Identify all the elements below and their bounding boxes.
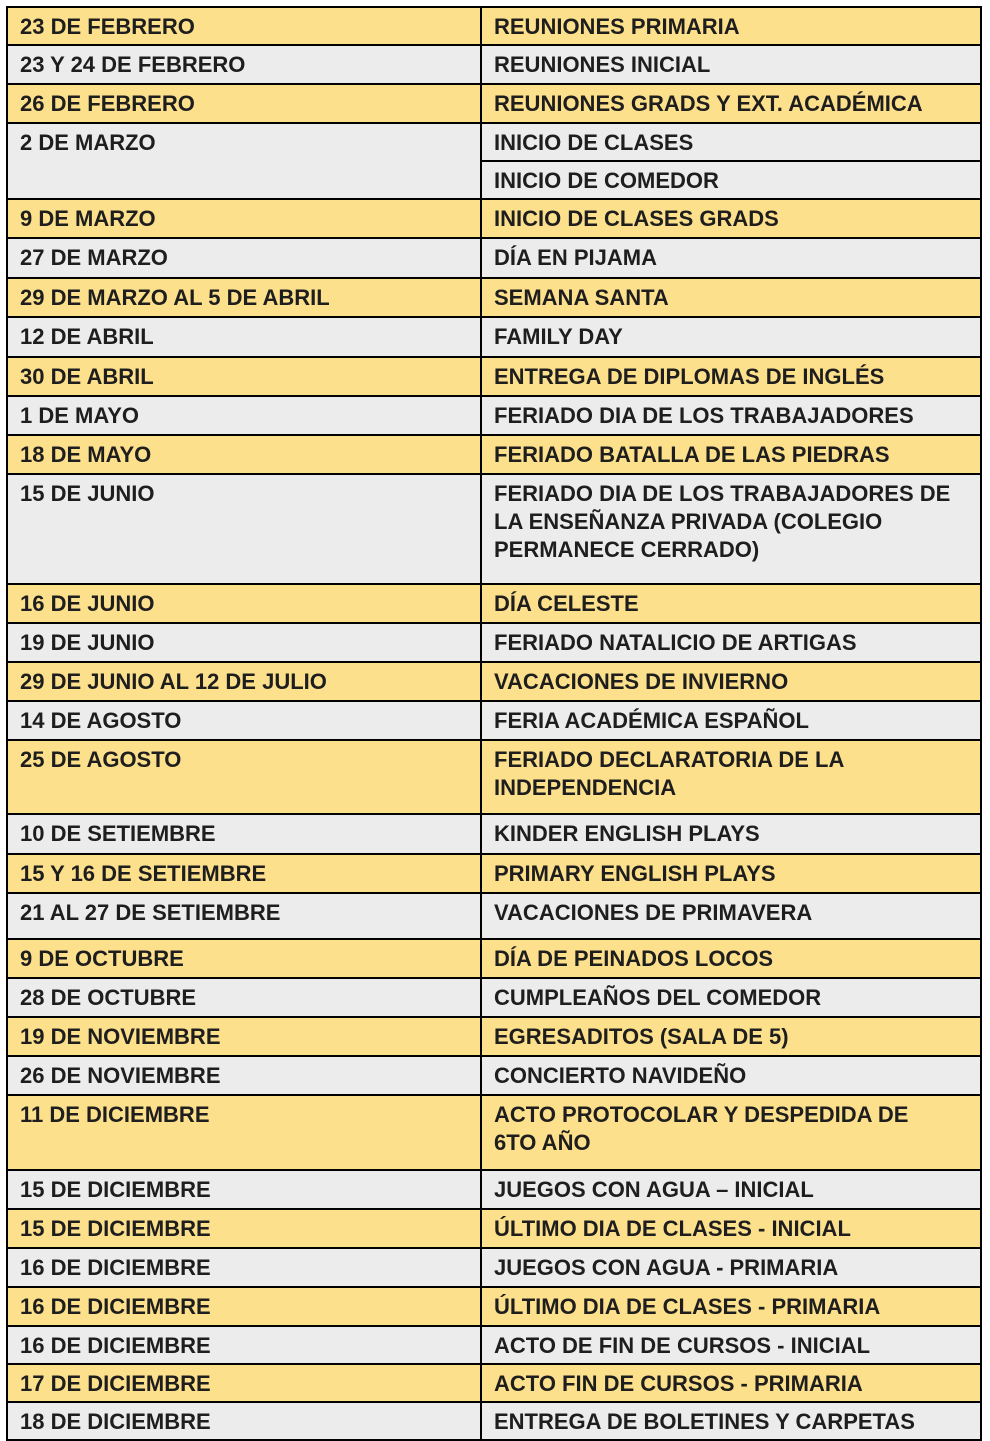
table-row bbox=[6, 239, 982, 279]
event-cell bbox=[482, 397, 980, 434]
table-row bbox=[6, 1057, 982, 1096]
date-cell: 27 DE MARZO bbox=[8, 239, 482, 277]
event-cell bbox=[482, 855, 980, 892]
date-cell: 15 DE DICIEMBRE bbox=[8, 1210, 482, 1247]
event-text: PRIMARY ENGLISH PLAYS bbox=[494, 861, 776, 886]
event-text: ACTO FIN DE CURSOS - PRIMARIA bbox=[494, 1371, 863, 1396]
event-text bbox=[482, 475, 980, 583]
table-row bbox=[6, 1096, 982, 1171]
event-text: ACTO DE FIN DE CURSOS - INICIAL bbox=[494, 1333, 871, 1358]
event-cell bbox=[482, 940, 980, 977]
table-row bbox=[6, 1327, 982, 1365]
event-text: INICIO DE CLASES GRADS bbox=[494, 206, 779, 231]
event-line: ACTO PROTOCOLAR Y DESPEDIDA DE bbox=[494, 1102, 909, 1127]
date-cell: 16 DE JUNIO bbox=[8, 585, 482, 622]
event-cell bbox=[482, 1365, 980, 1401]
date-cell: 30 DE ABRIL bbox=[8, 358, 482, 395]
table-row bbox=[6, 6, 982, 46]
date-cell: 16 DE DICIEMBRE bbox=[8, 1249, 482, 1286]
event-text: VACACIONES DE INVIERNO bbox=[494, 669, 789, 694]
event-cell bbox=[482, 475, 980, 583]
table-row bbox=[6, 279, 982, 318]
event-cell bbox=[482, 318, 980, 356]
table-row bbox=[6, 1018, 982, 1057]
event-text: INICIO DE COMEDOR bbox=[482, 160, 980, 198]
event-text: CUMPLEAÑOS DEL COMEDOR bbox=[494, 985, 822, 1010]
table-row bbox=[6, 741, 982, 815]
table-row bbox=[6, 1210, 982, 1249]
event-cell bbox=[482, 124, 980, 198]
event-cell bbox=[482, 1403, 980, 1439]
event-cell bbox=[482, 200, 980, 237]
event-text: FERIA ACADÉMICA ESPAÑOL bbox=[494, 708, 809, 733]
table-row bbox=[6, 894, 982, 940]
date-cell: 26 DE FEBRERO bbox=[8, 85, 482, 122]
date-cell: 17 DE DICIEMBRE bbox=[8, 1365, 482, 1401]
event-text: FAMILY DAY bbox=[494, 324, 623, 349]
event-text bbox=[482, 741, 980, 813]
event-cell bbox=[482, 358, 980, 395]
table-row bbox=[6, 124, 982, 200]
date-cell: 14 DE AGOSTO bbox=[8, 702, 482, 739]
date-cell: 18 DE MAYO bbox=[8, 436, 482, 473]
event-cell bbox=[482, 1018, 980, 1055]
date-cell: 21 AL 27 DE SETIEMBRE bbox=[8, 894, 482, 938]
event-line: 6TO AÑO bbox=[494, 1130, 591, 1155]
date-cell: 2 DE MARZO bbox=[8, 124, 482, 198]
event-text: REUNIONES INICIAL bbox=[494, 52, 711, 77]
date-cell: 25 DE AGOSTO bbox=[8, 741, 482, 813]
event-cell bbox=[482, 585, 980, 622]
event-text: ENTREGA DE DIPLOMAS DE INGLÉS bbox=[494, 364, 885, 389]
event-text: INICIO DE CLASES bbox=[494, 130, 694, 155]
table-row bbox=[6, 624, 982, 663]
table-row bbox=[6, 1171, 982, 1210]
event-text: REUNIONES GRADS Y EXT. ACADÉMICA bbox=[494, 91, 923, 116]
event-text: ÚLTIMO DIA DE CLASES - PRIMARIA bbox=[494, 1294, 881, 1319]
event-cell bbox=[482, 279, 980, 316]
event-cell bbox=[482, 1096, 980, 1169]
date-cell: 15 Y 16 DE SETIEMBRE bbox=[8, 855, 482, 892]
event-text: DÍA CELESTE bbox=[494, 591, 639, 616]
event-cell bbox=[482, 1327, 980, 1363]
event-line: INDEPENDENCIA bbox=[494, 775, 677, 800]
event-cell bbox=[482, 239, 980, 277]
date-cell: 19 DE NOVIEMBRE bbox=[8, 1018, 482, 1055]
event-cell bbox=[482, 1249, 980, 1286]
event-text: KINDER ENGLISH PLAYS bbox=[494, 821, 760, 846]
date-cell: 26 DE NOVIEMBRE bbox=[8, 1057, 482, 1094]
date-cell: 12 DE ABRIL bbox=[8, 318, 482, 356]
event-text: VACACIONES DE PRIMAVERA bbox=[494, 900, 813, 925]
event-cell bbox=[482, 436, 980, 473]
event-text: EGRESADITOS (SALA DE 5) bbox=[494, 1024, 789, 1049]
date-cell: 9 DE OCTUBRE bbox=[8, 940, 482, 977]
date-cell: 9 DE MARZO bbox=[8, 200, 482, 237]
event-line: FERIADO DECLARATORIA DE LA bbox=[494, 747, 845, 772]
table-row bbox=[6, 397, 982, 436]
event-text bbox=[482, 1096, 980, 1169]
table-row bbox=[6, 1403, 982, 1441]
date-cell: 16 DE DICIEMBRE bbox=[8, 1288, 482, 1325]
table-row bbox=[6, 46, 982, 85]
calendar-table bbox=[6, 6, 982, 1441]
event-cell bbox=[482, 702, 980, 739]
table-row bbox=[6, 1249, 982, 1288]
event-line: LA ENSEÑANZA PRIVADA (COLEGIO bbox=[494, 509, 883, 534]
date-cell: 28 DE OCTUBRE bbox=[8, 979, 482, 1016]
table-row bbox=[6, 815, 982, 855]
date-cell: 15 DE JUNIO bbox=[8, 475, 482, 583]
event-line: PERMANECE CERRADO) bbox=[494, 537, 760, 562]
date-cell: 29 DE MARZO AL 5 DE ABRIL bbox=[8, 279, 482, 316]
date-cell: 15 DE DICIEMBRE bbox=[8, 1171, 482, 1208]
date-cell: 10 DE SETIEMBRE bbox=[8, 815, 482, 853]
date-cell: 11 DE DICIEMBRE bbox=[8, 1096, 482, 1169]
date-cell: 23 DE FEBRERO bbox=[8, 8, 482, 44]
date-cell: 29 DE JUNIO AL 12 DE JULIO bbox=[8, 663, 482, 700]
event-text: FERIADO BATALLA DE LAS PIEDRAS bbox=[494, 442, 890, 467]
table-row bbox=[6, 318, 982, 358]
event-cell bbox=[482, 1288, 980, 1325]
date-cell: 19 DE JUNIO bbox=[8, 624, 482, 661]
event-text: DÍA EN PIJAMA bbox=[494, 245, 657, 270]
date-cell: 1 DE MAYO bbox=[8, 397, 482, 434]
table-row bbox=[6, 200, 982, 239]
table-row bbox=[6, 475, 982, 585]
date-cell: 18 DE DICIEMBRE bbox=[8, 1403, 482, 1439]
table-row bbox=[6, 436, 982, 475]
event-cell bbox=[482, 663, 980, 700]
table-row bbox=[6, 702, 982, 741]
event-text: JUEGOS CON AGUA - PRIMARIA bbox=[494, 1255, 839, 1280]
event-cell bbox=[482, 1210, 980, 1247]
table-row bbox=[6, 1365, 982, 1403]
event-text: REUNIONES PRIMARIA bbox=[494, 14, 740, 39]
table-row bbox=[6, 85, 982, 124]
date-cell: 23 Y 24 DE FEBRERO bbox=[8, 46, 482, 83]
event-cell bbox=[482, 979, 980, 1016]
event-cell bbox=[482, 8, 980, 44]
table-row bbox=[6, 358, 982, 397]
event-cell bbox=[482, 46, 980, 83]
table-row bbox=[6, 663, 982, 702]
table-row bbox=[6, 855, 982, 894]
event-cell bbox=[482, 894, 980, 938]
event-text: FERIADO DIA DE LOS TRABAJADORES bbox=[494, 403, 914, 428]
event-text: ÚLTIMO DIA DE CLASES - INICIAL bbox=[494, 1216, 851, 1241]
event-line: FERIADO DIA DE LOS TRABAJADORES DE bbox=[494, 481, 951, 506]
event-text: CONCIERTO NAVIDEÑO bbox=[494, 1063, 747, 1088]
event-cell bbox=[482, 624, 980, 661]
table-row bbox=[6, 1288, 982, 1327]
event-text: FERIADO NATALICIO DE ARTIGAS bbox=[494, 630, 857, 655]
event-cell bbox=[482, 1171, 980, 1208]
event-text: JUEGOS CON AGUA – INICIAL bbox=[494, 1177, 814, 1202]
event-cell bbox=[482, 741, 980, 813]
event-text: DÍA DE PEINADOS LOCOS bbox=[494, 946, 774, 971]
table-row bbox=[6, 940, 982, 979]
event-cell bbox=[482, 1057, 980, 1094]
event-text: ENTREGA DE BOLETINES Y CARPETAS bbox=[494, 1409, 915, 1434]
table-row bbox=[6, 979, 982, 1018]
event-text: SEMANA SANTA bbox=[494, 285, 669, 310]
event-cell bbox=[482, 85, 980, 122]
date-cell: 16 DE DICIEMBRE bbox=[8, 1327, 482, 1363]
event-cell bbox=[482, 815, 980, 853]
table-row bbox=[6, 585, 982, 624]
